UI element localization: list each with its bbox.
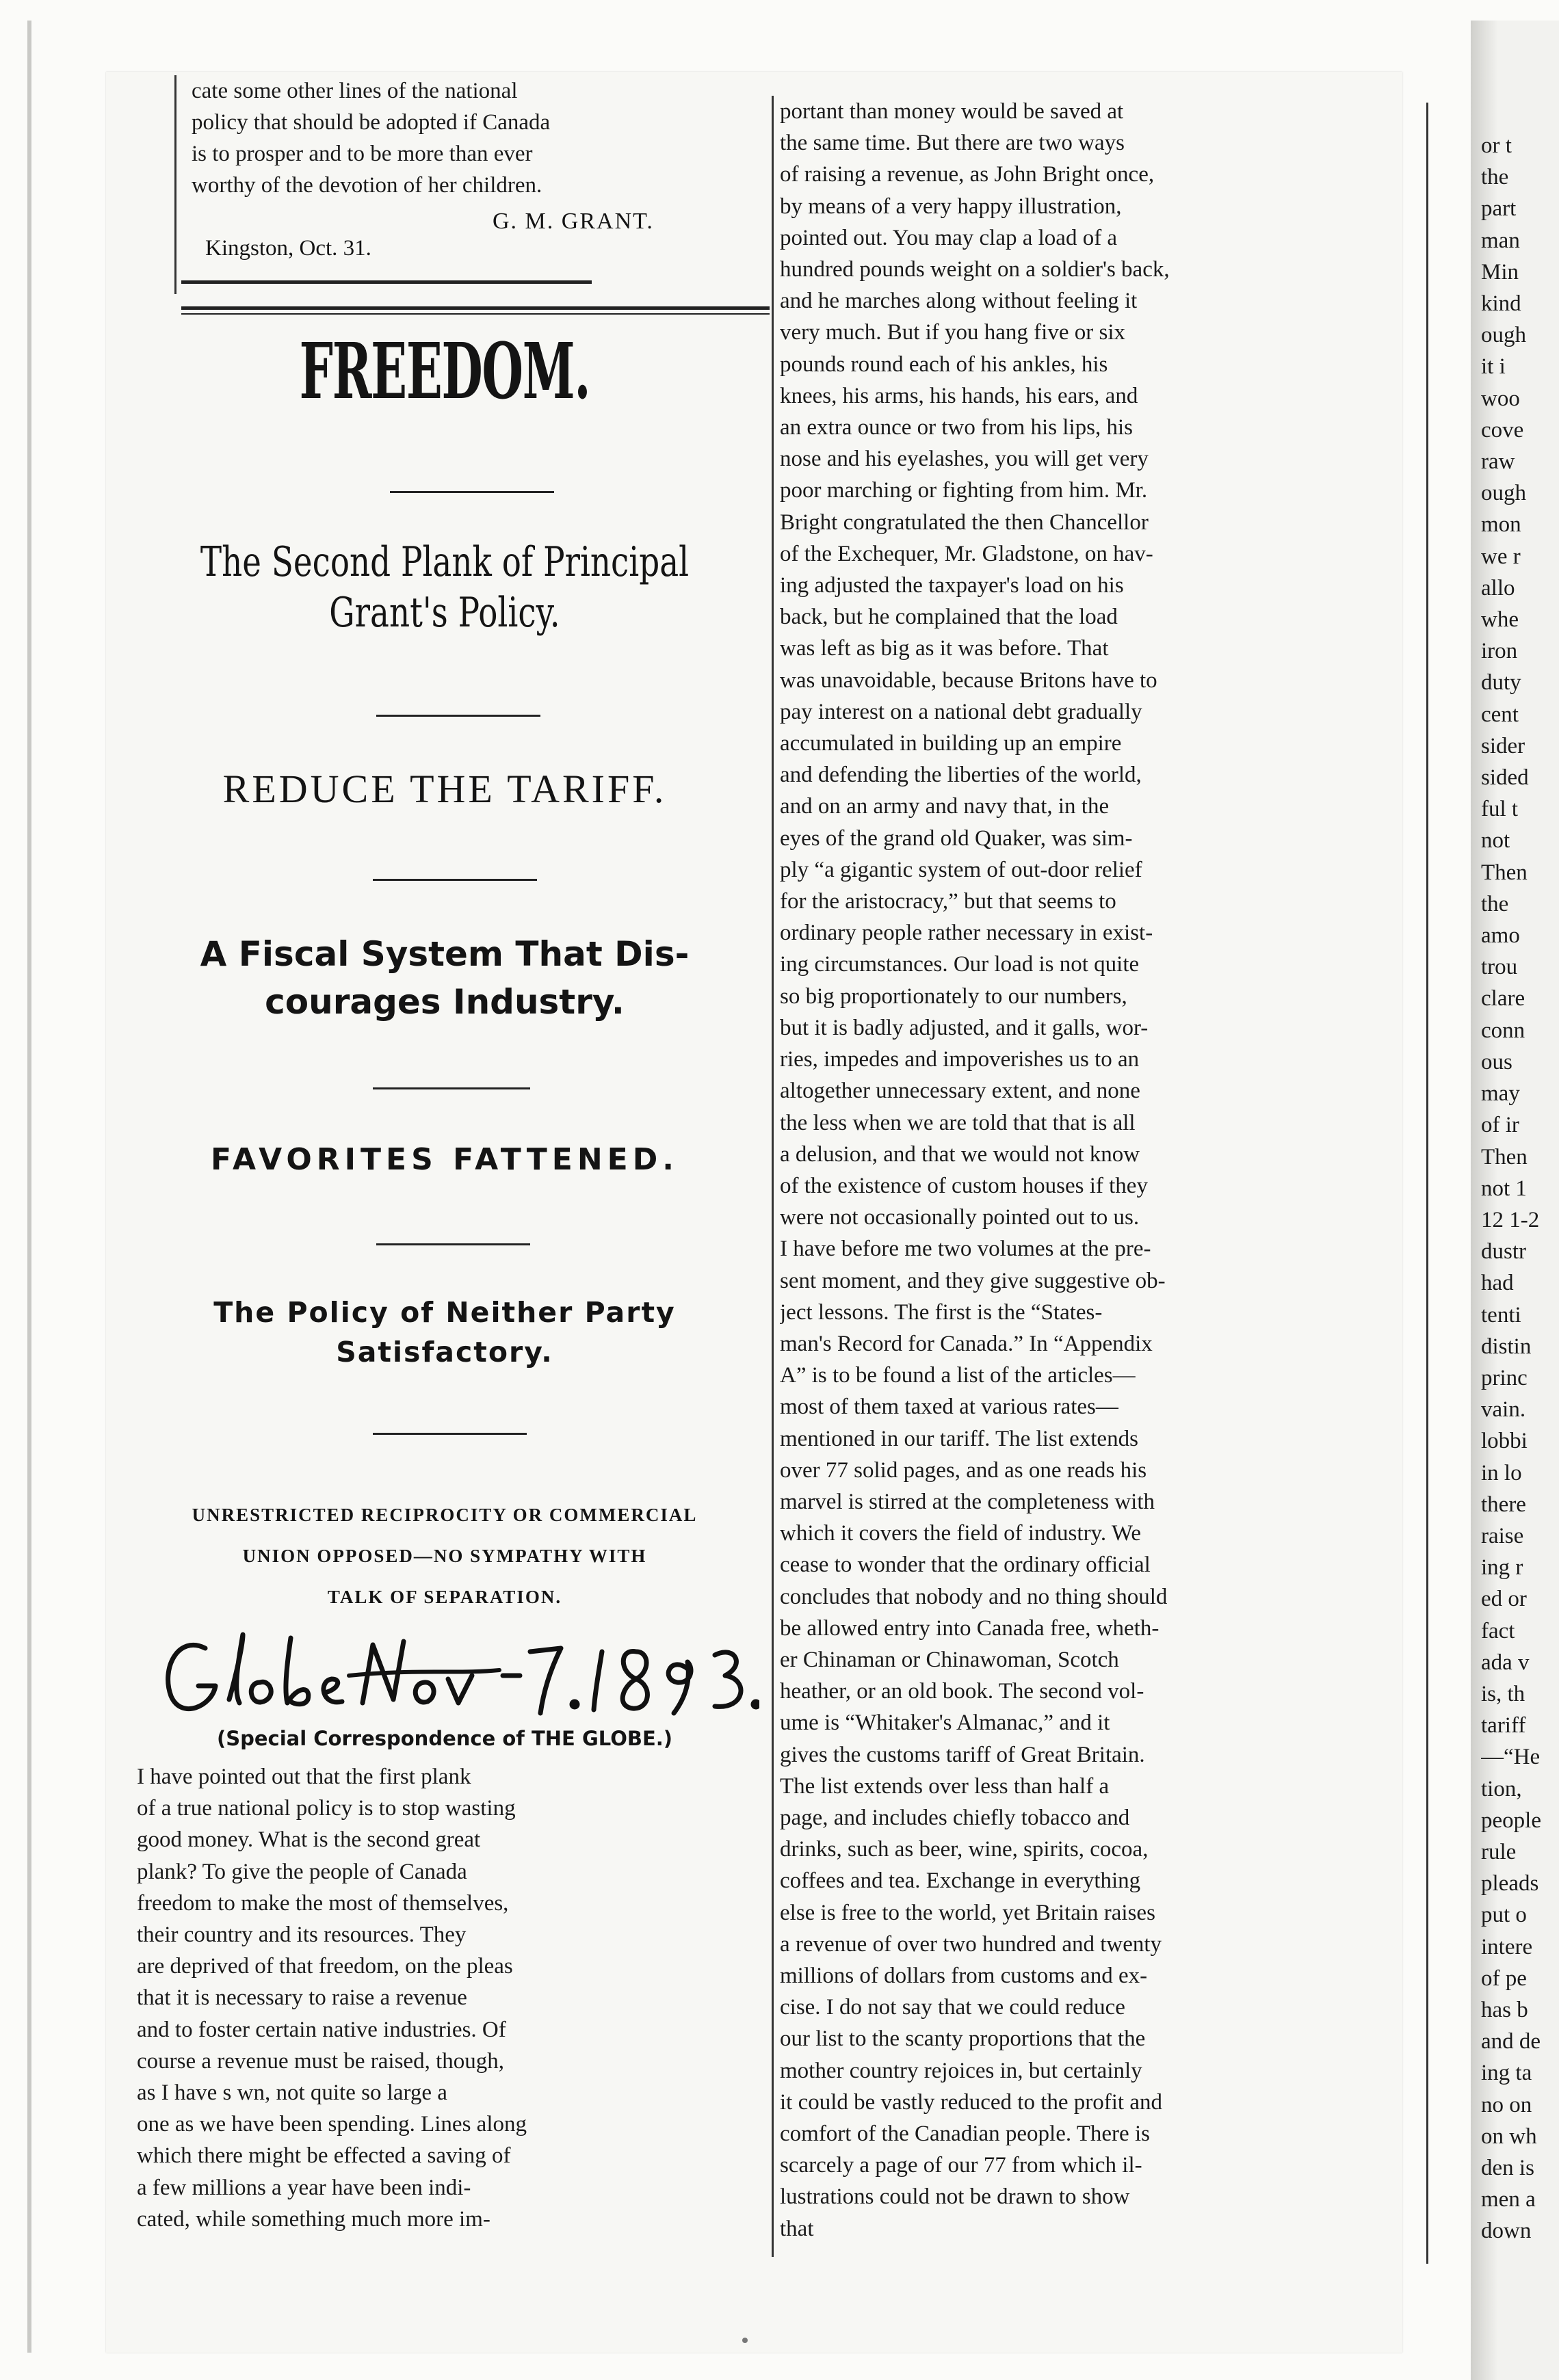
deck-reduce-tariff: REDUCE THE TARIFF. xyxy=(222,767,667,811)
text-line: comfort of the Canadian people. There is xyxy=(780,2121,1150,2146)
text-line: were not occasionally pointed out to us. xyxy=(780,1205,1140,1230)
text-fragment: may xyxy=(1481,1081,1520,1107)
divider-rule xyxy=(376,715,540,717)
scan-edge xyxy=(27,21,31,2353)
text-line: the less when we are told that that is all xyxy=(780,1110,1136,1135)
text-line: hundred pounds weight on a soldier's back, xyxy=(780,257,1170,282)
text-fragment: Then xyxy=(1481,860,1528,885)
text-fragment: people xyxy=(1481,1808,1541,1833)
middle-column-body xyxy=(780,96,1426,2257)
text-fragment: in lo xyxy=(1481,1460,1522,1485)
text-fragment: Then xyxy=(1481,1144,1528,1169)
text-line: heather, or an old book. The second vol- xyxy=(780,1679,1144,1704)
text-fragment: tenti xyxy=(1481,1302,1521,1327)
text-fragment: iron xyxy=(1481,639,1518,664)
text-fragment: den is xyxy=(1481,2156,1534,2180)
deck-line: Grant's Policy. xyxy=(329,589,560,637)
text-fragment: sided xyxy=(1481,765,1529,791)
text-line: marvel is stirred at the completeness with xyxy=(780,1489,1155,1514)
text-line: ries, impedes and impoverishes us to an xyxy=(780,1047,1140,1072)
text-line: ing circumstances. Our load is not quite xyxy=(780,952,1140,977)
text-line: most of them taxed at various rates— xyxy=(780,1394,1118,1420)
text-fragment: intere xyxy=(1481,1934,1533,1959)
text-line: else is free to the world, yet Britain raises xyxy=(780,1900,1155,1925)
text-line: course a revenue must be raised, though, xyxy=(137,2048,504,2074)
text-fragment: not 1 xyxy=(1481,1176,1527,1201)
divider-rule xyxy=(376,1243,530,1245)
text-line: nose and his eyelashes, you will get very xyxy=(780,447,1149,472)
deck-line: The Second Plank of Principal xyxy=(200,538,690,586)
text-fragment: ough xyxy=(1481,323,1526,348)
text-fragment: of pe xyxy=(1481,1966,1527,1991)
text-line: portant than money would be saved at xyxy=(780,99,1124,124)
text-fragment: tion, xyxy=(1481,1776,1522,1801)
text-line: cated, while something much more im- xyxy=(137,2206,490,2232)
text-fragment: ada v xyxy=(1481,1650,1530,1675)
text-fragment: the xyxy=(1481,891,1509,916)
text-line: I have before me two volumes at the pre- xyxy=(780,1237,1151,1262)
handwritten-annotation xyxy=(157,1621,759,1723)
divider-rule xyxy=(181,280,592,284)
text-line: The list extends over less than half a xyxy=(780,1773,1110,1799)
text-fragment: 12 1-2 xyxy=(1481,1207,1540,1232)
deck-line: UNION OPPOSED—NO SYMPATHY WITH xyxy=(242,1546,647,1566)
text-line: eyes of the grand old Quaker, was sim- xyxy=(780,825,1133,851)
deck-favorites-fattened: FAVORITES FATTENED. xyxy=(211,1142,679,1177)
text-fragment: on wh xyxy=(1481,2124,1537,2149)
text-line: accumulated in building up an empire xyxy=(780,731,1122,756)
text-line: gives the customs tariff of Great Britain. xyxy=(780,1742,1145,1767)
divider-rule xyxy=(373,1433,527,1435)
text-line: altogether unnecessary extent, and none xyxy=(780,1079,1140,1104)
deck-line: Satisfactory. xyxy=(336,1336,553,1368)
text-line: er Chinaman or Chinawoman, Scotch xyxy=(780,1647,1119,1672)
text-line: are deprived of that freedom, on the pleas xyxy=(137,1954,513,1979)
text-line: mother country rejoices in, but certainly xyxy=(780,2058,1142,2083)
text-line: for the aristocracy,” but that seems to xyxy=(780,889,1116,914)
divider-rule xyxy=(181,306,770,310)
place-date: Kingston, Oct. 31. xyxy=(205,236,371,261)
deck-line: A Fiscal System That Dis- xyxy=(200,934,690,974)
text-line: it could be vastly reduced to the profit and xyxy=(780,2089,1163,2115)
text-line: and on an army and navy that, in the xyxy=(780,794,1110,819)
text-fragment: of ir xyxy=(1481,1113,1519,1138)
text-line: cise. I do not say that we could reduce xyxy=(780,1995,1125,2020)
text-line: good money. What is the second great xyxy=(137,1827,481,1853)
text-fragment: there xyxy=(1481,1492,1526,1517)
deck-reciprocity xyxy=(116,1494,773,1617)
text-fragment: kind xyxy=(1481,291,1521,317)
text-line: the same time. But there are two ways xyxy=(780,131,1125,156)
text-line: man's Record for Canada.” In “Appendix xyxy=(780,1331,1153,1356)
text-line: A” is to be found a list of the articles— xyxy=(780,1363,1136,1388)
text-line: which there might be effected a saving of xyxy=(137,2143,511,2169)
text-fragment: not xyxy=(1481,828,1510,854)
text-fragment: ed or xyxy=(1481,1587,1527,1612)
text-line: ject lessons. The first is the “States- xyxy=(780,1299,1103,1325)
column-divider xyxy=(772,96,774,2257)
divider-rule xyxy=(373,1087,530,1089)
text-fragment: no on xyxy=(1481,2092,1532,2117)
text-fragment: man xyxy=(1481,228,1520,253)
text-line: and he marches along without feeling it xyxy=(780,289,1138,314)
text-fragment: cove xyxy=(1481,417,1524,442)
text-fragment: rule xyxy=(1481,1839,1517,1864)
text-fragment: and de xyxy=(1481,2029,1541,2054)
text-fragment: is, th xyxy=(1481,1681,1525,1706)
text-line: millions of dollars from customs and ex- xyxy=(780,1963,1148,1988)
text-fragment: cent xyxy=(1481,702,1519,727)
text-line: ply “a gigantic system of out-door relief xyxy=(780,857,1142,882)
text-fragment: amo xyxy=(1481,923,1520,949)
text-line: by means of a very happy illustration, xyxy=(780,194,1122,219)
text-line: of raising a revenue, as John Bright once, xyxy=(780,162,1155,187)
continuation-text xyxy=(192,75,766,201)
text-line: ing adjusted the taxpayer's load on his xyxy=(780,573,1124,598)
text-line: be allowed entry into Canada free, wheth- xyxy=(780,1615,1160,1641)
text-line: ume is “Whitaker's Almanac,” and it xyxy=(780,1710,1110,1736)
text-fragment: or t xyxy=(1481,133,1512,158)
column-divider xyxy=(1426,103,1428,2264)
left-column-body xyxy=(137,1761,770,2240)
text-line: and to foster certain native industries. Of xyxy=(137,2017,506,2042)
text-line: pay interest on a national debt gradually xyxy=(780,699,1142,724)
text-line: policy that should be adopted if Canada xyxy=(192,110,551,135)
text-fragment: distin xyxy=(1481,1334,1532,1359)
text-line: very much. But if you hang five or six xyxy=(780,320,1125,345)
deck-line: courages Industry. xyxy=(265,982,625,1022)
text-line: I have pointed out that the first plank xyxy=(137,1764,471,1789)
text-fragment: tariff xyxy=(1481,1713,1526,1738)
text-fragment: ough xyxy=(1481,481,1526,506)
text-line: over 77 solid pages, and as one reads his xyxy=(780,1457,1147,1483)
text-fragment: ful t xyxy=(1481,797,1519,822)
text-fragment: allo xyxy=(1481,575,1515,600)
text-line: an extra ounce or two from his lips, his xyxy=(780,415,1133,440)
text-line: lustrations could not be drawn to show xyxy=(780,2184,1130,2210)
text-line: one as we have been spending. Lines along xyxy=(137,2112,527,2137)
text-line: coffees and tea. Exchange in everything xyxy=(780,1868,1141,1894)
text-fragment: part xyxy=(1481,196,1517,222)
text-line: their country and its resources. They xyxy=(137,1922,467,1948)
text-fragment: sider xyxy=(1481,733,1525,758)
headline-main: FREEDOM. xyxy=(299,327,590,416)
text-fragment: duty xyxy=(1481,670,1521,696)
right-column-fragments xyxy=(1481,130,1556,2353)
text-fragment: had xyxy=(1481,1271,1514,1296)
text-fragment: clare xyxy=(1481,986,1525,1012)
text-line: which it covers the field of industry. We xyxy=(780,1521,1141,1546)
text-line: of the existence of custom houses if they xyxy=(780,1173,1148,1198)
text-line: Bright congratulated the then Chancellor xyxy=(780,510,1149,535)
text-fragment: ing ta xyxy=(1481,2061,1532,2086)
text-fragment: raw xyxy=(1481,449,1515,475)
text-line: pounds round each of his ankles, his xyxy=(780,352,1108,377)
text-line: drinks, such as beer, wine, spirits, cocoa, xyxy=(780,1837,1149,1862)
text-fragment: mon xyxy=(1481,512,1521,538)
text-fragment: put o xyxy=(1481,1903,1527,1928)
text-fragment: men a xyxy=(1481,2187,1536,2212)
text-line: of the Exchequer, Mr. Gladstone, on hav- xyxy=(780,541,1153,566)
deck-line: TALK OF SEPARATION. xyxy=(327,1587,562,1607)
text-line: so big proportionately to our numbers, xyxy=(780,983,1127,1009)
deck-line: UNRESTRICTED RECIPROCITY OR COMMERCIAL xyxy=(192,1505,698,1525)
text-line: but it is badly adjusted, and it galls, wor- xyxy=(780,1015,1149,1040)
text-fragment: ous xyxy=(1481,1049,1512,1074)
text-line: of a true national policy is to stop wasting xyxy=(137,1796,516,1821)
text-fragment: pleads xyxy=(1481,1871,1539,1896)
text-fragment: lobbi xyxy=(1481,1429,1528,1454)
text-fragment: down xyxy=(1481,2219,1532,2244)
divider-rule xyxy=(390,491,554,493)
text-line: plank? To give the people of Canada xyxy=(137,1859,467,1884)
text-line: a delusion, and that we would not know xyxy=(780,1141,1140,1167)
text-line: back, but he complained that the load xyxy=(780,605,1118,630)
text-line: a few millions a year have been indi- xyxy=(137,2175,471,2200)
text-line: knees, his arms, his hands, his ears, and xyxy=(780,383,1138,408)
text-fragment: woo xyxy=(1481,386,1520,411)
text-fragment: it i xyxy=(1481,354,1506,380)
text-fragment: the xyxy=(1481,165,1509,190)
text-fragment: whe xyxy=(1481,607,1519,633)
author-signature: G. M. GRANT. xyxy=(493,209,654,234)
scan-speck xyxy=(742,2338,748,2343)
divider-rule xyxy=(181,313,770,315)
text-fragment: trou xyxy=(1481,955,1518,980)
text-line: is to prosper and to be more than ever xyxy=(192,142,533,166)
text-fragment: has b xyxy=(1481,1997,1528,2022)
text-line: freedom to make the most of themselves, xyxy=(137,1890,509,1916)
text-fragment: —“He xyxy=(1481,1745,1541,1770)
deck-line: The Policy of Neither Party xyxy=(213,1296,676,1329)
text-line: our list to the scanty proportions that the xyxy=(780,2026,1146,2052)
divider-rule xyxy=(373,879,537,881)
text-fragment: fact xyxy=(1481,1618,1515,1643)
text-line: page, and includes chiefly tobacco and xyxy=(780,1805,1130,1830)
text-line: was unavoidable, because Britons have to xyxy=(780,667,1157,693)
text-fragment: princ xyxy=(1481,1365,1528,1390)
text-line: sent moment, and they give suggestive ob- xyxy=(780,1268,1166,1293)
text-line: a revenue of over two hundred and twenty xyxy=(780,1931,1162,1957)
text-fragment: dustr xyxy=(1481,1239,1526,1265)
text-line: cease to wonder that the ordinary official xyxy=(780,1552,1151,1578)
text-fragment: ing r xyxy=(1481,1555,1523,1581)
deck-second-plank xyxy=(189,537,701,638)
text-line: poor marching or fighting from him. Mr. xyxy=(780,478,1148,503)
text-fragment: raise xyxy=(1481,1523,1524,1548)
correspondence-credit: (Special Correspondence of THE GLOBE.) xyxy=(216,1727,673,1750)
text-fragment: conn xyxy=(1481,1018,1525,1043)
text-line: concludes that nobody and no thing should xyxy=(780,1584,1168,1609)
text-line: was left as big as it was before. That xyxy=(780,636,1109,661)
text-line: and defending the liberties of the world, xyxy=(780,763,1142,788)
text-fragment: Min xyxy=(1481,259,1519,285)
text-line: that xyxy=(780,2216,814,2241)
text-fragment: we r xyxy=(1481,544,1521,569)
text-line: pointed out. You may clap a load of a xyxy=(780,225,1118,250)
text-line: mentioned in our tariff. The list extends xyxy=(780,1426,1138,1451)
deck-fiscal-system xyxy=(116,930,773,1026)
text-fragment: vain. xyxy=(1481,1397,1526,1423)
text-line: as I have s wn, not quite so large a xyxy=(137,2080,447,2106)
text-line: that it is necessary to raise a revenue xyxy=(137,1985,467,2011)
text-line: ordinary people rather necessary in exist- xyxy=(780,921,1153,946)
deck-neither-party xyxy=(116,1293,773,1372)
text-line: scarcely a page of our 77 from which il- xyxy=(780,2153,1142,2178)
text-line: worthy of the devotion of her children. xyxy=(192,173,542,198)
text-line: cate some other lines of the national xyxy=(192,79,518,103)
